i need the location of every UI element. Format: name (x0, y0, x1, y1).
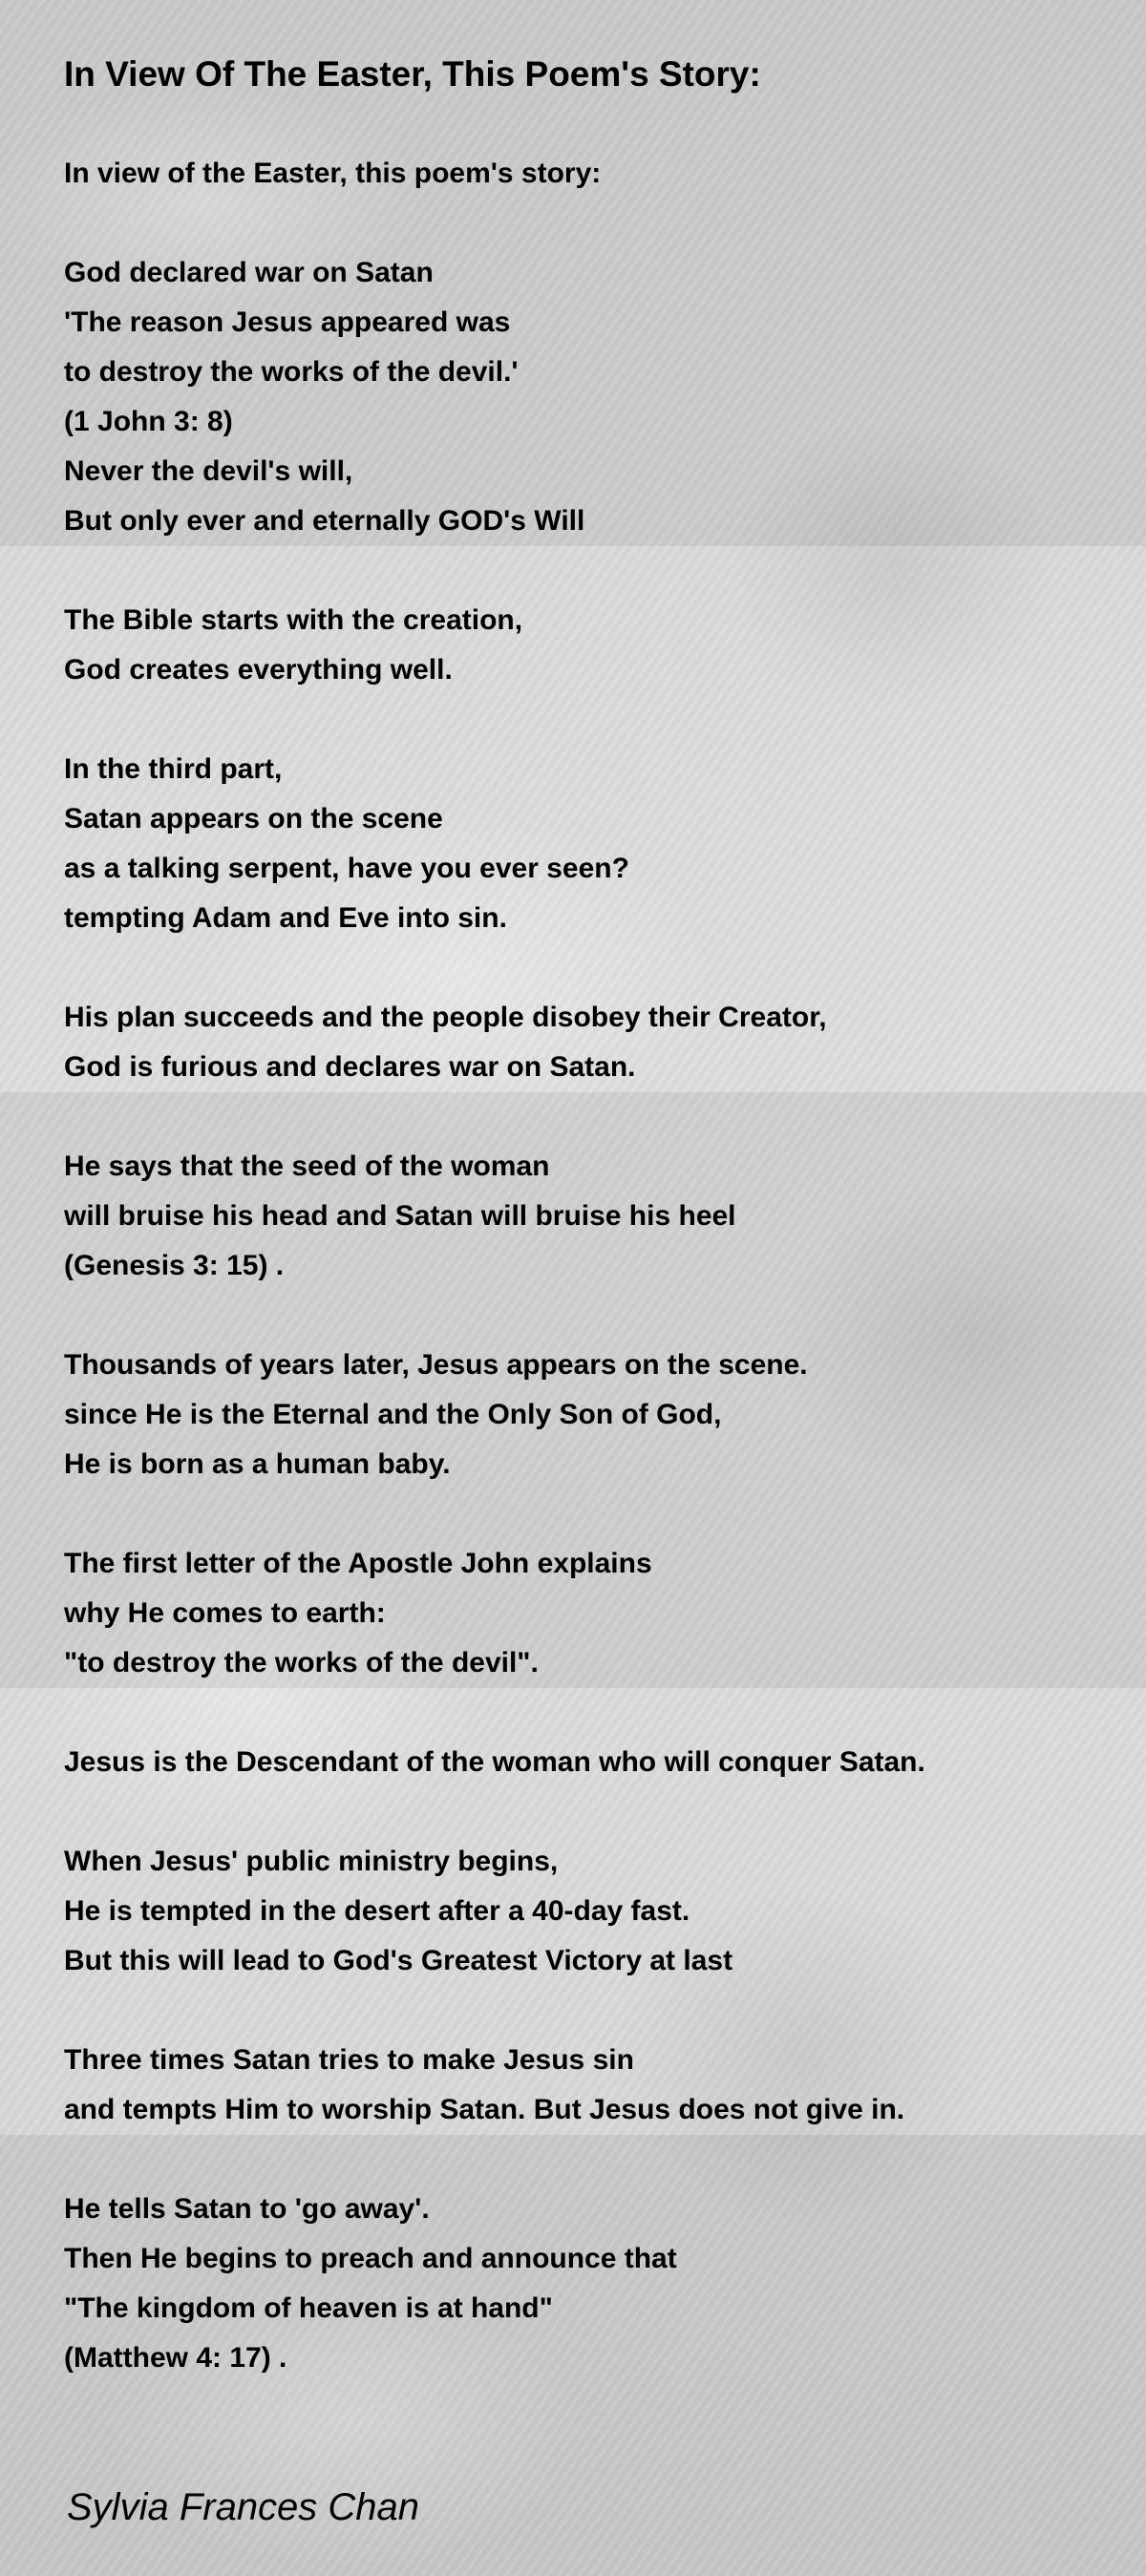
stanza-break (64, 199, 1095, 248)
stanza-break (64, 1688, 1095, 1738)
stanza-break (64, 1092, 1095, 1142)
poem-line: and tempts Him to worship Satan. But Jesus does not give in. (64, 2094, 905, 2125)
poem-line: "The kingdom of heaven is at hand" (64, 2292, 553, 2324)
stanza-break (64, 1291, 1095, 1341)
stanza-break (64, 1787, 1095, 1837)
stanza-break (64, 546, 1095, 596)
poem-line: Jesus is the Descendant of the woman who will conquer Satan. (64, 1746, 925, 1778)
poem-line: will bruise his head and Satan will bruise his heel (64, 1200, 736, 1232)
poem-line: But only ever and eternally GOD's Will (64, 505, 585, 537)
poem-line: He says that the seed of the woman (64, 1151, 550, 1182)
poem-line: Never the devil's will, (64, 455, 353, 487)
poem-line: In view of the Easter, this poem's story: (64, 158, 602, 189)
author-name: Sylvia Frances Chan (67, 2486, 420, 2528)
poem-title: In View Of The Easter, This Poem's Story: (64, 54, 761, 94)
stanza-break (64, 1489, 1095, 1539)
poem-line: 'The reason Jesus appeared was (64, 306, 511, 338)
poem-line: He is born as a human baby. (64, 1448, 451, 1480)
poem-line: In the third part, (64, 753, 283, 785)
poem-line: since He is the Eternal and the Only Son of God, (64, 1399, 722, 1430)
poem-line: "to destroy the works of the devil". (64, 1647, 539, 1679)
poem-line: Thousands of years later, Jesus appears on the scene. (64, 1349, 808, 1381)
poem-line: His plan succeeds and the people disobey their Creator, (64, 1002, 827, 1033)
poem-container (64, 50, 1095, 2383)
poem-line: The first letter of the Apostle John explains (64, 1548, 652, 1579)
poem-line: tempting Adam and Eve into sin. (64, 902, 507, 934)
poem-line: When Jesus' public ministry begins, (64, 1846, 559, 1877)
poem-line: But this will lead to God's Greatest Victory at last (64, 1945, 733, 1976)
poem-line: He tells Satan to 'go away'. (64, 2193, 430, 2225)
poem-line: He is tempted in the desert after a 40-day fast. (64, 1895, 690, 1927)
poem-line: The Bible starts with the creation, (64, 604, 523, 636)
poem-line: God is furious and declares war on Satan. (64, 1051, 636, 1083)
poem-line: (1 John 3: 8) (64, 406, 233, 437)
poem-line: (Matthew 4: 17) . (64, 2342, 287, 2374)
stanza-break (64, 2135, 1095, 2185)
poem-line: God creates everything well. (64, 654, 453, 686)
poem-line: to destroy the works of the devil.' (64, 356, 519, 388)
poem-body (64, 149, 1095, 2383)
poem-line: Then He begins to preach and announce that (64, 2243, 677, 2274)
stanza-break (64, 695, 1095, 745)
poem-line: why He comes to earth: (64, 1597, 386, 1629)
poem-line: as a talking serpent, have you ever seen? (64, 853, 629, 884)
poem-line: Satan appears on the scene (64, 803, 443, 834)
poem-line: God declared war on Satan (64, 257, 434, 288)
stanza-break (64, 943, 1095, 993)
stanza-break (64, 1986, 1095, 2036)
poem-line: Three times Satan tries to make Jesus sin (64, 2044, 634, 2076)
poem-line: (Genesis 3: 15) . (64, 1250, 285, 1281)
